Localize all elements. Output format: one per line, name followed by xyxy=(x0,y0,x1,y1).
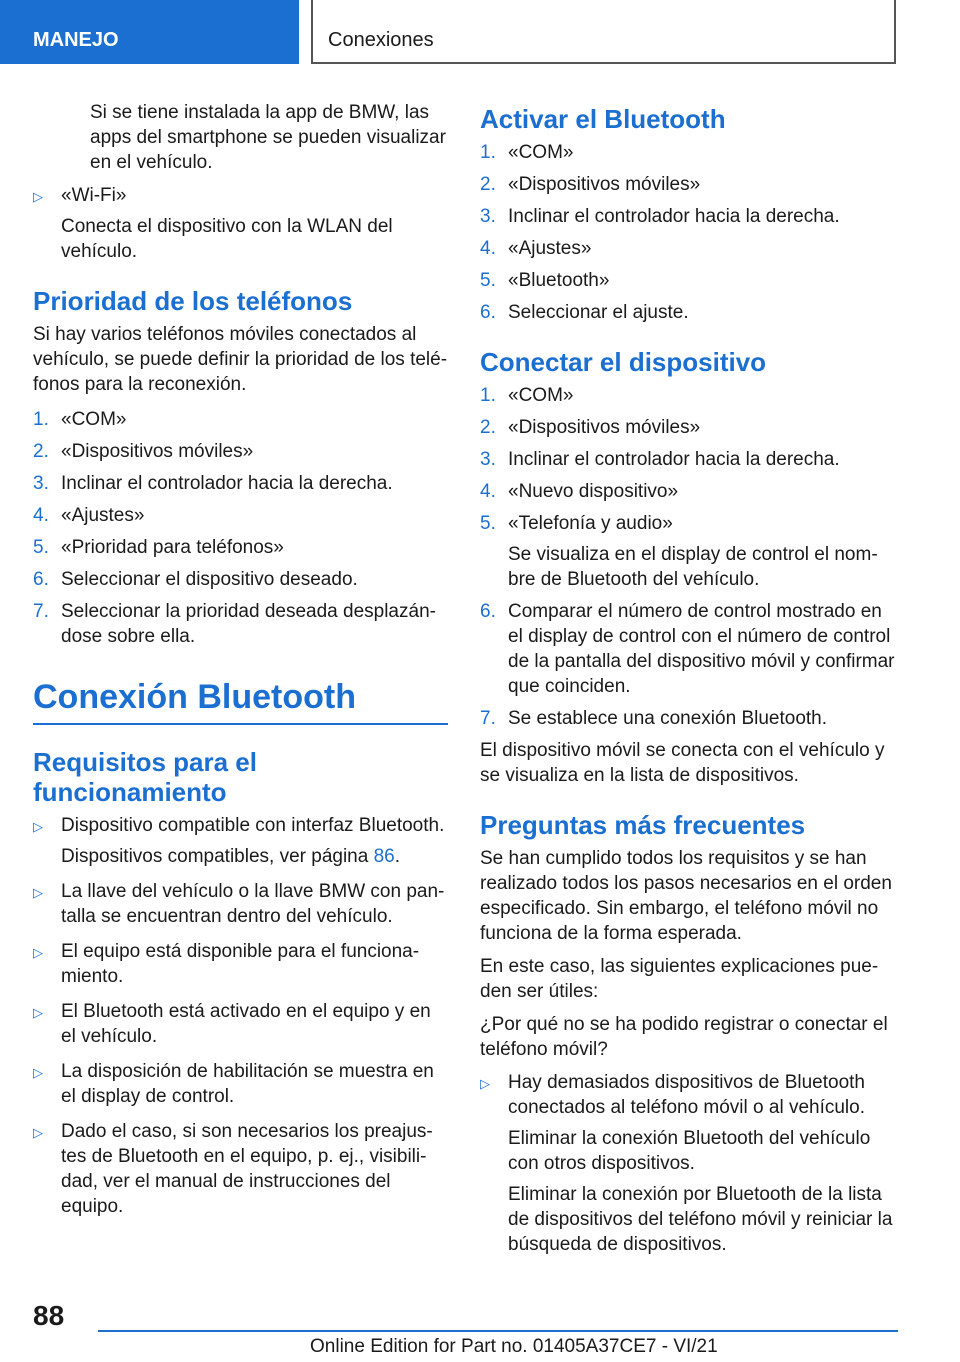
step-number: 7. xyxy=(33,601,49,622)
step-text: Seleccionar la prioridad deseada desplazándose sobre ella. xyxy=(61,601,436,647)
step-number: 1. xyxy=(33,409,49,430)
step-text: Se establece una conexión Bluetooth. xyxy=(508,708,828,729)
wifi-label: «Wi-Fi» xyxy=(61,185,127,206)
step-number: 2. xyxy=(480,417,496,438)
step-text: «Dispositivos móviles» xyxy=(61,441,254,462)
step-text: «Nuevo dispositivo» xyxy=(508,481,679,502)
step-text: Seleccionar el dispositivo deseado. xyxy=(61,569,358,590)
step-text: «COM» xyxy=(61,409,127,430)
step-number: 6. xyxy=(33,569,49,590)
requirement-text: Dispositivo compatible con interfaz Bluetooth. xyxy=(61,815,445,836)
footer-divider xyxy=(98,1330,898,1332)
list-item xyxy=(480,140,898,165)
priority-text: Si hay varios teléfonos móviles conectados al vehículo, se puede definir la prioridad de los teléfonos para la reconexión. xyxy=(33,324,448,395)
left-column xyxy=(33,100,448,1229)
activate-bluetooth-heading: Activar el Bluetooth xyxy=(480,104,726,134)
list-item xyxy=(480,204,898,229)
step-number: 7. xyxy=(480,708,496,729)
list-item xyxy=(480,1070,898,1257)
list-item xyxy=(480,511,898,592)
list-item xyxy=(480,172,898,197)
step-text: «Telefonía y audio» xyxy=(508,513,673,534)
step-number: 6. xyxy=(480,302,496,323)
compatible-devices-ref: Dispositivos compatibles, ver página 86. xyxy=(61,846,401,867)
step-number: 4. xyxy=(33,505,49,526)
activate-steps xyxy=(480,140,898,325)
wifi-list xyxy=(33,183,448,264)
faq-solution-1: Eliminar la conexión Bluetooth del vehículo con otros dispositivos. xyxy=(508,1128,871,1174)
list-item xyxy=(33,999,448,1049)
priority-heading: Prioridad de los teléfonos xyxy=(33,286,353,316)
list-item xyxy=(33,939,448,989)
list-item xyxy=(33,471,448,496)
list-item xyxy=(480,599,898,699)
requirements-list xyxy=(33,813,448,1219)
step-number: 4. xyxy=(480,481,496,502)
list-item xyxy=(480,447,898,472)
list-item xyxy=(480,236,898,261)
list-item xyxy=(480,383,898,408)
step-text: Seleccionar el ajuste. xyxy=(508,302,689,323)
requirement-text: La llave del vehículo o la llave BMW con pantalla se encuentran dentro del vehículo. xyxy=(61,881,445,927)
triangle-right-outline-icon: ▷ xyxy=(33,819,43,834)
step-text: Comparar el número de control mostrado en el display de control con el número de control de la pantalla del dispositivo móvil y confirmar que coinciden. xyxy=(508,601,895,697)
list-item xyxy=(33,1059,448,1109)
step-text: Inclinar el controlador hacia la derecha. xyxy=(508,206,840,227)
triangle-right-outline-icon: ▷ xyxy=(33,885,43,900)
step-number: 4. xyxy=(480,238,496,259)
page-header xyxy=(0,0,960,66)
faq-question: ¿Por qué no se ha podido registrar o conectar el teléfono móvil? xyxy=(480,1014,888,1060)
step-text: «COM» xyxy=(508,385,574,406)
triangle-right-outline-icon: ▷ xyxy=(33,1125,43,1140)
list-item xyxy=(480,300,898,325)
step-number: 2. xyxy=(480,174,496,195)
step-text: «Bluetooth» xyxy=(508,270,610,291)
list-item xyxy=(33,599,448,649)
triangle-right-outline-icon: ▷ xyxy=(33,1005,43,1020)
triangle-right-outline-icon: ▷ xyxy=(33,1065,43,1080)
connect-steps xyxy=(480,383,898,731)
chapter-tab[interactable]: MANEJO xyxy=(0,0,299,64)
list-item xyxy=(480,268,898,293)
step-number: 5. xyxy=(33,537,49,558)
list-item xyxy=(33,1119,448,1219)
triangle-right-outline-icon: ▷ xyxy=(480,1076,490,1091)
faq-answer-text: Hay demasiados dispositivos de Bluetooth conectados al teléfono móvil o al vehículo. xyxy=(508,1072,865,1118)
step-number: 6. xyxy=(480,601,496,622)
step-text: Inclinar el controlador hacia la derecha. xyxy=(61,473,393,494)
step-number: 5. xyxy=(480,270,496,291)
triangle-right-outline-icon: ▷ xyxy=(33,189,43,204)
step-number: 3. xyxy=(480,206,496,227)
faq-heading: Preguntas más frecuentes xyxy=(480,810,806,840)
requirement-text: Dado el caso, si son necesarios los preajustes de Bluetooth en el equipo, p. ej., visibilidad, ver el manual de instrucciones del equipo. xyxy=(61,1121,433,1217)
list-item xyxy=(33,535,448,560)
wifi-description: Conecta el dispositivo con la WLAN del vehículo. xyxy=(61,216,393,262)
step-text: «Ajustes» xyxy=(61,505,145,526)
footer-edition-text: Online Edition for Part no. 01405A37CE7 - VI/21 xyxy=(310,1336,718,1357)
step-text: «Dispositivos móviles» xyxy=(508,174,701,195)
faq-intro-text: Se han cumplido todos los requisitos y se han realizado todos los pasos necesarios en el orden especificado. Sin embargo, el teléfono móvil no funciona de la forma esperada. xyxy=(480,848,892,944)
list-item xyxy=(33,183,448,264)
requirement-text: El equipo está disponible para el funcionamiento. xyxy=(61,941,420,987)
page-link[interactable]: 86 xyxy=(373,846,395,867)
step-number: 1. xyxy=(480,142,496,163)
priority-steps xyxy=(33,407,448,649)
step-number: 3. xyxy=(480,449,496,470)
connect-device-heading: Conectar el dispositivo xyxy=(480,347,767,377)
right-column xyxy=(480,100,898,1267)
app-intro-text: Si se tiene instalada la app de BMW, las apps del smartphone se pueden visualizar en el vehículo. xyxy=(90,102,446,173)
list-item xyxy=(33,879,448,929)
faq-explanation-text: En este caso, las siguientes explicaciones pueden ser útiles: xyxy=(480,956,879,1002)
step-number: 5. xyxy=(480,513,496,534)
step-text: «Prioridad para teléfonos» xyxy=(61,537,284,558)
step-text: «Dispositivos móviles» xyxy=(508,417,701,438)
list-item xyxy=(33,439,448,464)
step-text: Inclinar el controlador hacia la derecha. xyxy=(508,449,840,470)
bluetooth-connection-heading: Conexión Bluetooth xyxy=(33,677,448,725)
list-item xyxy=(33,503,448,528)
list-item xyxy=(33,567,448,592)
step-text: «COM» xyxy=(508,142,574,163)
connect-result-text: El dispositivo móvil se conecta con el vehículo y se visualiza en la lista de dispositivos. xyxy=(480,740,885,786)
list-item xyxy=(33,407,448,432)
triangle-right-outline-icon: ▷ xyxy=(33,945,43,960)
step-number: 3. xyxy=(33,473,49,494)
step-number: 1. xyxy=(480,385,496,406)
faq-answer-list xyxy=(480,1070,898,1257)
requirements-heading: Requisitos para el funcionamiento xyxy=(33,747,257,807)
requirement-text: El Bluetooth está activado en el equipo y en el vehículo. xyxy=(61,1001,431,1047)
step-note: Se visualiza en el display de control el nombre de Bluetooth del vehículo. xyxy=(508,544,878,590)
step-text: «Ajustes» xyxy=(508,238,592,259)
list-item xyxy=(480,479,898,504)
requirement-text: La disposición de habilitación se muestra en el display de control. xyxy=(61,1061,434,1107)
section-tab: Conexiones xyxy=(311,0,896,64)
faq-solution-2: Eliminar la conexión por Bluetooth de la lista de dispositivos del teléfono móvil y reiniciar la búsqueda de dispositivos. xyxy=(508,1184,893,1255)
list-item xyxy=(480,415,898,440)
step-number: 2. xyxy=(33,441,49,462)
list-item xyxy=(480,706,898,731)
page-number: 88 xyxy=(33,1300,65,1331)
list-item xyxy=(33,813,448,869)
